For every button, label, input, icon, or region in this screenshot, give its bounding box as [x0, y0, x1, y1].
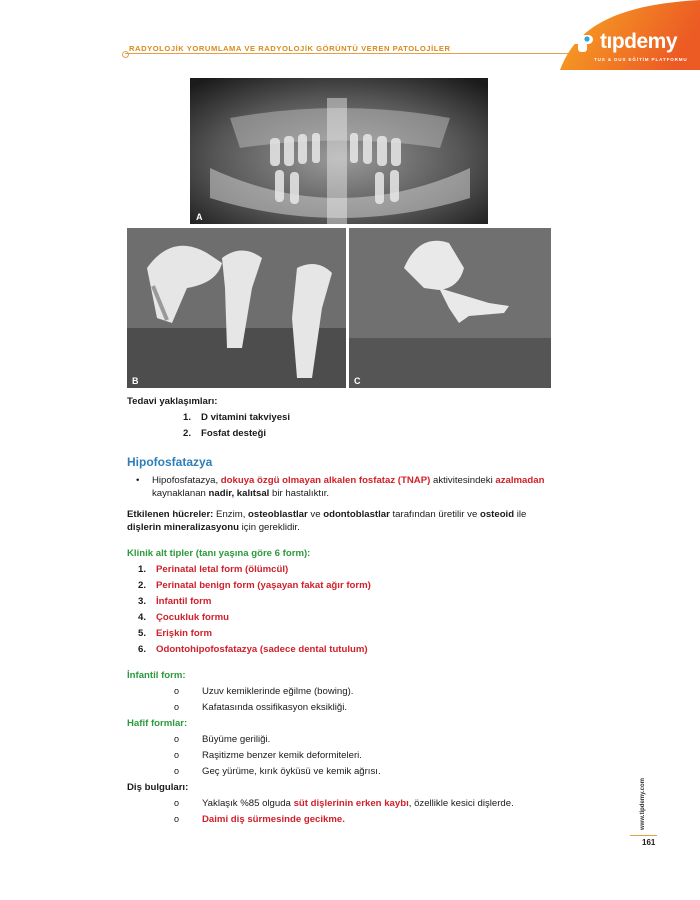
- mild-title: Hafif formlar:: [127, 718, 188, 729]
- subtype-item: 5. Erişkin form: [138, 628, 212, 639]
- side-url: www.tipdemy.com: [640, 777, 646, 830]
- figure-label-c: C: [354, 376, 361, 386]
- figure-label-b: B: [132, 376, 139, 386]
- page-rule: [630, 835, 657, 836]
- header-rule: [125, 53, 580, 54]
- section-heading: Hipofosfatazya: [127, 455, 213, 469]
- treatment-item-2: 2. Fosfat desteği: [183, 428, 267, 439]
- subtype-item: 3. İnfantil form: [138, 596, 212, 607]
- xray-panoramic-a: [190, 78, 488, 224]
- subtype-item: 2. Perinatal benign form (yaşayan fakat ağır form): [138, 580, 371, 591]
- running-header: RADYOLOJİK YORUMLAMA VE RADYOLOJİK GÖRÜNTÜ VEREN PATOLOJİLER: [129, 44, 451, 53]
- definition-line-1: Hipofosfatazya, dokuya özgü olmayan alkalen fosfataz (TNAP) aktivitesindeki azalmadan: [152, 475, 545, 486]
- xray-periapical-c: [349, 228, 551, 388]
- brand-tagline: TUS & DUS EĞİTİM PLATFORMU: [594, 57, 688, 62]
- infantile-item: o Uzuv kemiklerinde eğilme (bowing).: [174, 686, 354, 697]
- subtype-item: 6. Odontohipofosfatazya (sadece dental tutulum): [138, 644, 368, 655]
- subtype-item: 4. Çocukluk formu: [138, 612, 230, 623]
- treatment-title: Tedavi yaklaşımları:: [127, 396, 218, 407]
- affected-cells-line-1: Etkilenen hücreler: Enzim, osteoblastlar ve odontoblastlar tarafından üretilir ve osteoid ile: [127, 509, 527, 520]
- subtype-item: 1. Perinatal letal form (ölümcül): [138, 564, 289, 575]
- dental-title: Diş bulguları:: [127, 782, 189, 793]
- figure-label-a: A: [196, 212, 203, 222]
- definition-line-2: kaynaklanan nadir, kalıtsal bir hastalıktır.: [152, 488, 330, 499]
- subtypes-title: Klinik alt tipler (tanı yaşına göre 6 form):: [127, 548, 311, 559]
- affected-cells-line-2: dişlerin mineralizasyonu için gereklidir.: [127, 522, 300, 533]
- infantile-item: o Kafatasında ossifikasyon eksikliği.: [174, 702, 348, 713]
- brand-logo-icon: [571, 33, 595, 53]
- treatment-item-1: 1. D vitamini takviyesi: [183, 412, 291, 423]
- mild-item: o Büyüme geriliği.: [174, 734, 271, 745]
- mild-item: o Raşitizme benzer kemik deformiteleri.: [174, 750, 362, 761]
- definition-bullet: •: [136, 475, 140, 486]
- dental-item-1: o Yaklaşık %85 olguda süt dişlerinin erken kaybı, özellikle kesici dişlerde.: [174, 798, 514, 809]
- infantile-title: İnfantil form:: [127, 670, 186, 681]
- mild-item: o Geç yürüme, kırık öyküsü ve kemik ağrısı.: [174, 766, 381, 777]
- page-number: 161: [642, 838, 656, 847]
- brand-name: tıpdemy: [600, 30, 678, 53]
- xray-periapical-b: [127, 228, 346, 388]
- dental-item-2: o Daimi diş sürmesinde gecikme.: [174, 814, 345, 825]
